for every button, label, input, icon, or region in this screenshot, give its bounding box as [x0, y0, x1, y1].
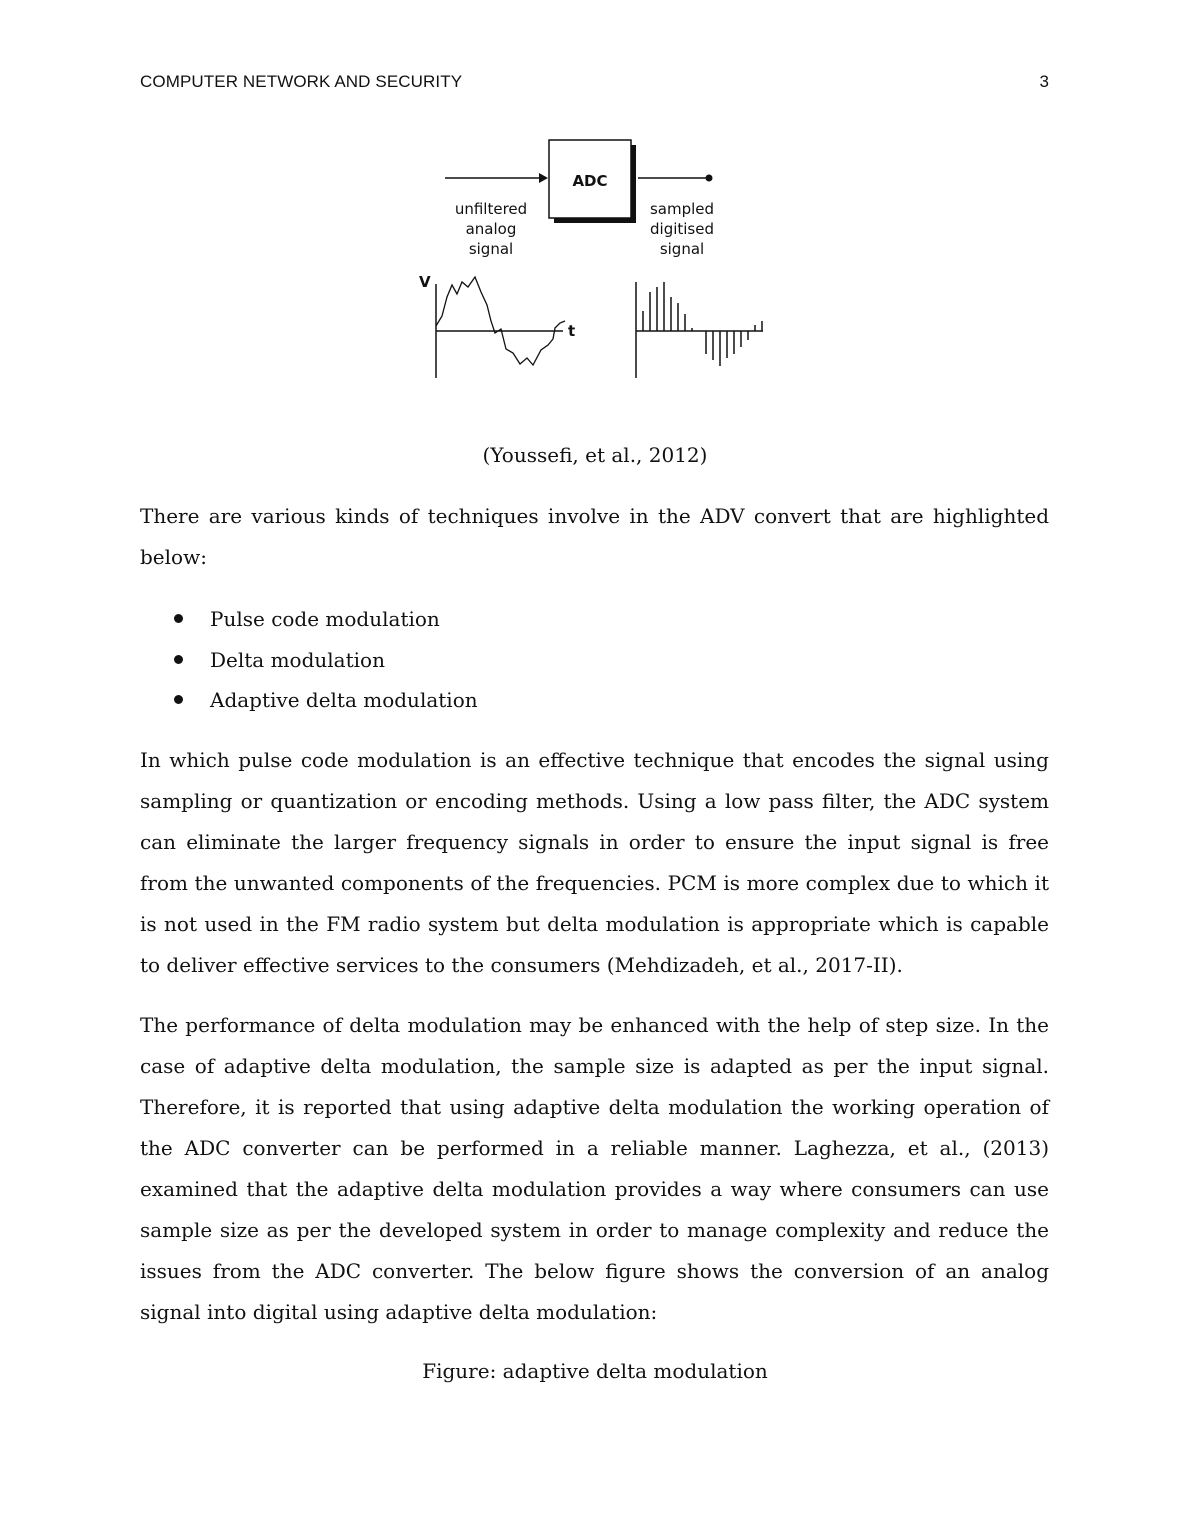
adc-figure — [405, 132, 785, 392]
bullet-icon — [174, 655, 183, 664]
pcm-paragraph: In which pulse code modulation is an effective technique that encodes the signal using sampling or quantization or encoding methods. Using a low pass filter, the ADC system can eliminate the larger frequency signals in order to ensure the input signal is free from the unwanted components of the frequencies. PCM is more complex due to which it is not used in the FM radio system but delta modulation is appropriate which is capable to deliver effective services to the consumers (Mehdizadeh, et al., 2017-II). — [140, 748, 1049, 977]
list-item-text: Pulse code modulation — [210, 607, 440, 631]
adaptive-delta-paragraph: The performance of delta modulation may be enhanced with the help of step size. In the case of adaptive delta modulation, the sample size is adapted as per the input signal. Therefore, it is reported that using adaptive delta modulation the working operation of the ADC converter can be performed in a reliable manner. Laghezza, et al., (2013) examined that the adaptive delta modulation provides a way where consumers can use sample size as per the developed system in order to manage complexity and reduce the issues from the ADC converter. The below figure shows the conversion of an analog signal into digital using adaptive delta modulation: — [140, 1013, 1049, 1324]
output-label-line2: digitised — [650, 220, 714, 238]
input-arrowhead — [539, 173, 548, 183]
input-label-line1: unfiltered — [454, 200, 528, 218]
page-number: 3 — [1039, 72, 1049, 91]
bullet-icon — [174, 614, 183, 623]
analog-waveform — [436, 277, 565, 365]
list-item-text: Adaptive delta modulation — [210, 688, 478, 712]
input-label-line3: signal — [468, 240, 514, 258]
adc-box-label: ADC — [572, 172, 608, 190]
figure-caption-citation: (Youssefi, et al., 2012) — [482, 443, 708, 467]
output-dot — [706, 175, 713, 182]
figure-caption-adaptive-delta: Figure: adaptive delta modulation — [422, 1359, 768, 1383]
adc-diagram — [405, 132, 785, 392]
list-item — [140, 680, 1049, 721]
techniques-list — [140, 599, 1049, 721]
output-label-line1: sampled — [649, 200, 715, 218]
v-axis-label: V — [419, 273, 431, 291]
bullet-icon — [174, 695, 183, 704]
intro-paragraph: There are various kinds of techniques involve in the ADV convert that are highlighted below: — [140, 504, 1049, 569]
t-axis-label: t — [568, 322, 576, 340]
input-label-line2: analog — [465, 220, 517, 238]
output-label-line3: signal — [659, 240, 705, 258]
list-item-text: Delta modulation — [210, 647, 385, 672]
running-header-title: COMPUTER NETWORK AND SECURITY — [140, 72, 463, 91]
sample-bars — [643, 282, 762, 366]
list-item — [140, 640, 1049, 681]
list-item — [140, 599, 1049, 640]
